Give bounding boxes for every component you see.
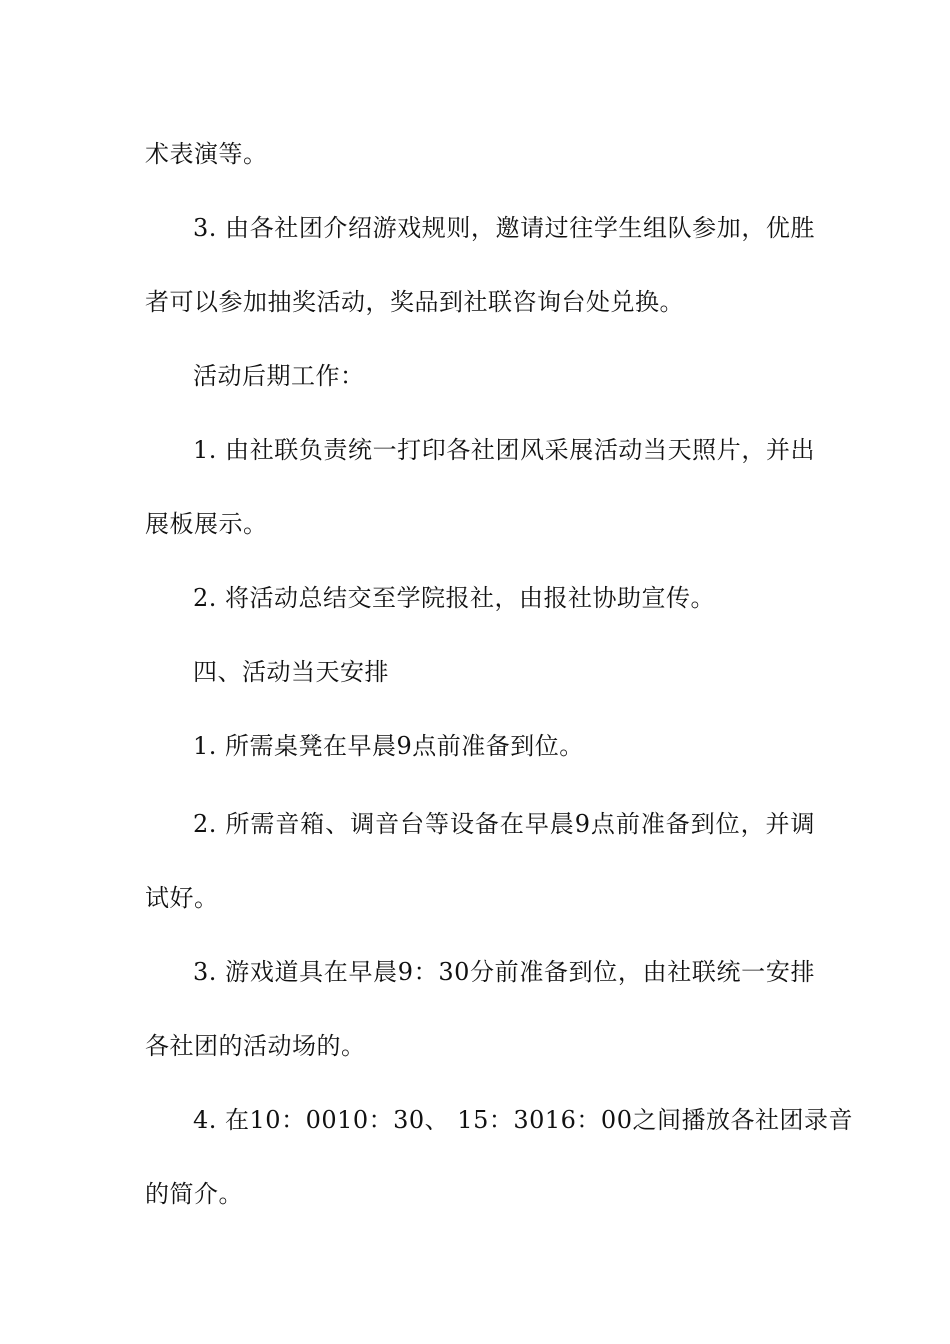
- text-line-14: 4. 在10：0010：30、 15：3016：00之间播放各社团录音: [193, 1106, 853, 1134]
- text-line-7: 2. 将活动总结交至学院报社，由报社协助宣传。: [193, 584, 716, 612]
- text-line-6: 展板展示。: [145, 510, 268, 538]
- text-line-9: 1. 所需桌凳在早晨9点前准备到位。: [193, 732, 584, 760]
- text-line-15: 的简介。: [145, 1180, 243, 1208]
- text-line-2: 3. 由各社团介绍游戏规则，邀请过往学生组队参加，优胜: [193, 214, 815, 242]
- text-line-12: 3. 游戏道具在早晨9：30分前准备到位，由社联统一安排: [193, 958, 815, 986]
- section-heading-day-arrangement: 四、活动当天安排: [193, 658, 389, 686]
- text-line-11: 试好。: [145, 884, 219, 912]
- text-line-1: 术表演等。: [145, 140, 268, 168]
- text-line-5: 1. 由社联负责统一打印各社团风采展活动当天照片，并出: [193, 436, 815, 464]
- text-line-13: 各社团的活动场的。: [145, 1032, 366, 1060]
- text-line-3: 者可以参加抽奖活动，奖品到社联咨询台处兑换。: [145, 288, 684, 316]
- section-heading-post-activity: 活动后期工作：: [193, 362, 365, 390]
- text-line-10: 2. 所需音箱、调音台等设备在早晨9点前准备到位，并调: [193, 810, 815, 838]
